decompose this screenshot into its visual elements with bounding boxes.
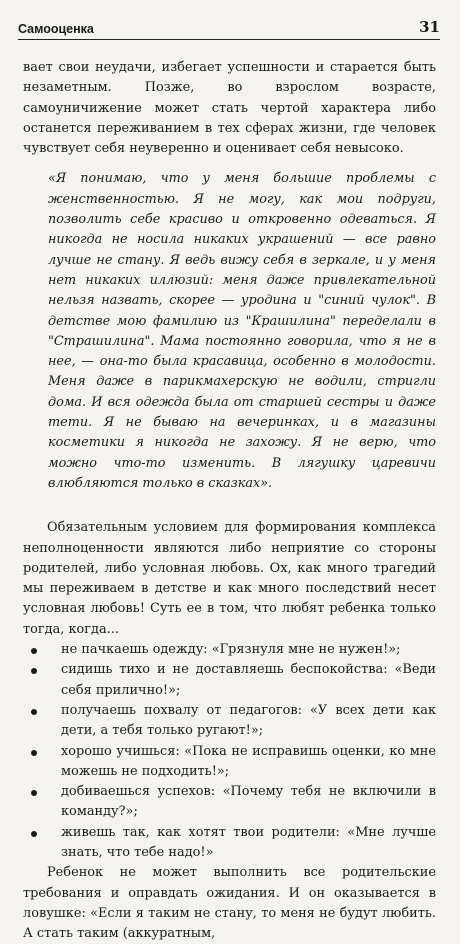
quote-text: «Я понимаю, что у меня большие проблемы с женственностью. Я не могу, как мои подруги, позволить себе красиво и откровенно одеваться. Я никогда не носила никаких украшений — все равно лучше не стану. Я ведь вижу себя в зеркале, и у меня нет никаких иллюзий: меня даже привлекательной нельзя назвать, скорее — уродина и "синий чулок". В детстве мою фамилию из "Крашилина" переделали в "Страшилина". Мама постоянно говорила, что я не в нее, — она-то была красавица, особенно в молодости. Меня даже в парикмахерскую не водили, стригли дома. И вся одежда была от старшей сестры и даже тети. Я не бываю на вечеринках, и в магазины косметики я никогда не захожу. Я не верю, что можно что-то изменить. В лягушку царевичи влюбляются только в сказках». <box>48 171 436 491</box>
section-title: Самооценка <box>18 22 94 36</box>
bullet-list <box>23 640 436 863</box>
paragraph: вает свои неудачи, избегает успешности и старается быть незаметным. Позже, во взрослом возрасте, самоуничижение может стать чертой характера либо останется переживанием в тех сферах жизни, где человек чувствует себя неуверенно и оценивает себя невысоко. <box>23 60 436 157</box>
list-item: добиваешься успехов: «Почему тебя не включили в команду?»; <box>23 782 436 823</box>
list-item: получаешь похвалу от педагогов: «У всех дети как дети, а тебя только ругают!»; <box>23 701 436 742</box>
list-item: хорошо учишься: «Пока не исправишь оценки, ко мне можешь не подходить!»; <box>23 742 436 783</box>
paragraph-gap <box>23 504 436 518</box>
list-item: живешь так, как хотят твои родители: «Мне лучше знать, что тебе надо!» <box>23 823 436 864</box>
list-item: не пачкаешь одежду: «Грязнуля мне не нужен!»; <box>23 640 436 660</box>
body-text <box>23 58 436 944</box>
page-number: 31 <box>419 18 440 36</box>
running-header <box>18 14 440 40</box>
paragraph: Обязательным условием для формирования комплекса неполноценности являются либо неприятие со стороны родителей, либо условная любовь. Ох, как много трагедий мы переживаем в детстве и как много последствий несет условная любовь! Суть ее в том, что любят ребенка только тогда, когда... <box>23 520 436 637</box>
list-item: сидишь тихо и не доставляешь беспокойства: «Веди себя прилично!»; <box>23 660 436 701</box>
block-quote <box>48 169 436 494</box>
paragraph: Ребенок не может выполнить все родительские требования и оправдать ожидания. И он оказывается в ловушке: «Если я таким не стану, то меня не будут любить. А стать таким (аккуратным, <box>23 865 436 942</box>
